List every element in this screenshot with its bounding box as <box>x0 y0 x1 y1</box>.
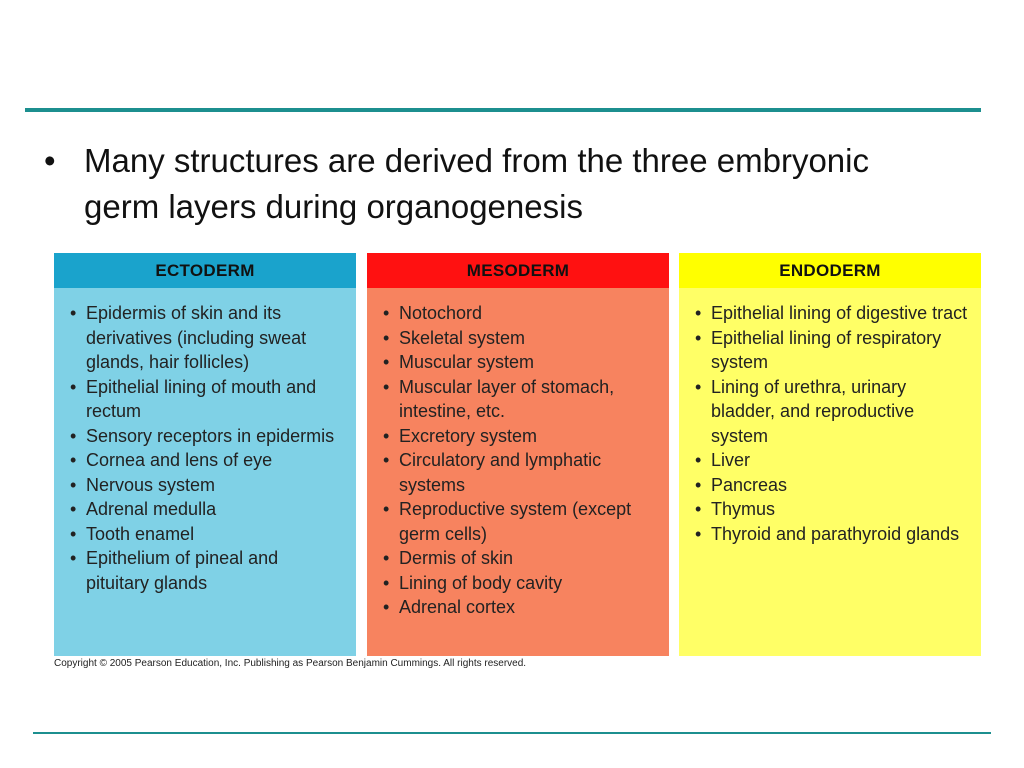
list-item: • Muscular system <box>383 350 659 375</box>
list-item: • Epithelial lining of digestive tract <box>695 301 971 326</box>
column-body-mesoderm <box>367 288 669 656</box>
column-body-ectoderm <box>54 288 356 656</box>
copyright-notice: Copyright © 2005 Pearson Education, Inc. Publishing as Pearson Benjamin Cummings. All rights reserved. <box>54 658 527 669</box>
list-item: • Sensory receptors in epidermis <box>70 424 346 449</box>
list-item: • Cornea and lens of eye <box>70 448 346 473</box>
column-header-ectoderm: ECTODERM <box>54 253 356 288</box>
bottom-divider <box>33 732 991 734</box>
list-item: • Epithelium of pineal and pituitary glands <box>70 546 346 595</box>
column-header-endoderm: ENDODERM <box>679 253 981 288</box>
list-item: • Thyroid and parathyroid glands <box>695 522 971 547</box>
list-item: • Thymus <box>695 497 971 522</box>
list-item: • Epithelial lining of respiratory system <box>695 326 971 375</box>
column-body-endoderm <box>679 288 981 656</box>
list-item: • Skeletal system <box>383 326 659 351</box>
list-item: • Reproductive system (except germ cells) <box>383 497 659 546</box>
list-item: • Adrenal cortex <box>383 595 659 620</box>
bullet-mark: • <box>44 142 56 179</box>
top-divider <box>25 108 981 112</box>
column-header-mesoderm: MESODERM <box>367 253 669 288</box>
column-ectoderm <box>54 253 356 656</box>
slide-heading: Many structures are derived from the three embryonic germ layers during organogenesis <box>84 142 869 225</box>
column-endoderm <box>679 253 981 656</box>
list-item: • Nervous system <box>70 473 346 498</box>
list-item: • Dermis of skin <box>383 546 659 571</box>
list-item: • Epithelial lining of mouth and rectum <box>70 375 346 424</box>
list-item: • Notochord <box>383 301 659 326</box>
list-item: • Liver <box>695 448 971 473</box>
list-item: • Tooth enamel <box>70 522 346 547</box>
column-mesoderm <box>367 253 669 656</box>
list-item: • Lining of urethra, urinary bladder, and reproductive system <box>695 375 971 449</box>
list-item: • Adrenal medulla <box>70 497 346 522</box>
list-item: • Excretory system <box>383 424 659 449</box>
list-item: • Pancreas <box>695 473 971 498</box>
list-item: • Muscular layer of stomach, intestine, etc. <box>383 375 659 424</box>
slide-bullet <box>44 138 944 230</box>
list-item: • Circulatory and lymphatic systems <box>383 448 659 497</box>
list-item: • Lining of body cavity <box>383 571 659 596</box>
list-item: • Epidermis of skin and its derivatives (including sweat glands, hair follicles) <box>70 301 346 375</box>
